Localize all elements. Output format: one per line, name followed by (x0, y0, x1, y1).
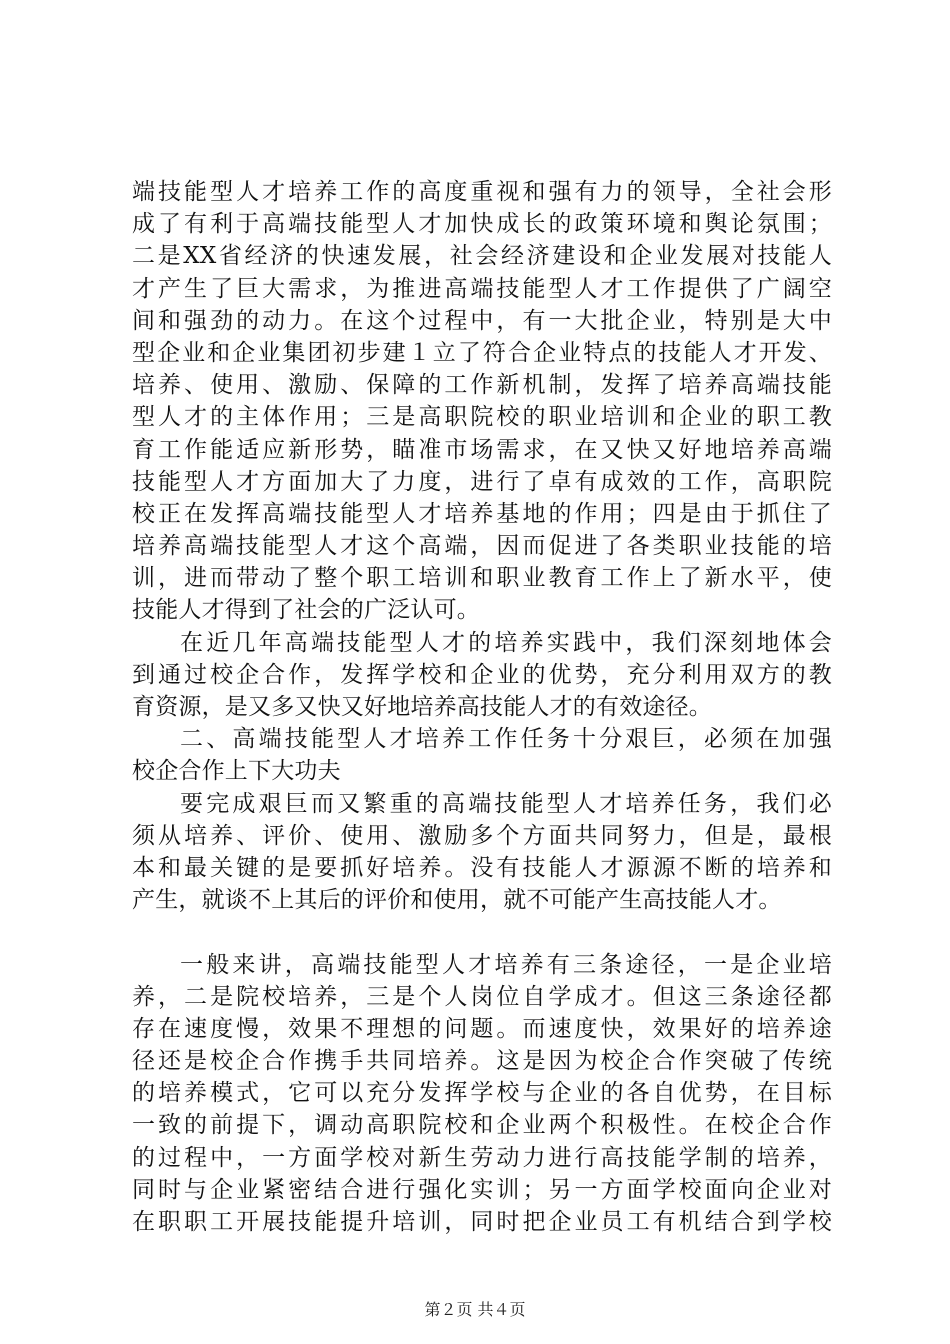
text-line: 校正在发挥高端技能型人才培养基地的作用；四是由于抓住了 (132, 500, 832, 527)
text-line: 二是XX省经济的快速发展，社会经济建设和企业发展对技能人 (132, 243, 832, 270)
page-number-label: 第２页 共４页 (424, 1300, 526, 1319)
text-line: 一般来讲，高端技能型人才培养有三条途径，一是企业培 (180, 951, 832, 978)
text-line: 育资源，是又多又快又好地培养高技能人才的有效途径。 (132, 694, 712, 720)
page-footer (0, 1297, 950, 1320)
document-body (132, 176, 832, 1238)
text-line: 到通过校企合作，发挥学校和企业的优势，充分利用双方的教 (132, 661, 832, 688)
section-heading-line: 二、高端技能型人才培养工作任务十分艰巨，必须在加强 (180, 726, 832, 753)
paragraph-spacer (132, 916, 832, 948)
text-line: 须从培养、评价、使用、激励多个方面共同努力，但是，最根 (132, 822, 832, 849)
text-line: 径还是校企合作携手共同培养。这是因为校企合作突破了传统 (132, 1048, 832, 1075)
text-line: 型人才的主体作用；三是高职院校的职业培训和企业的职工教 (132, 404, 832, 431)
text-line: 型企业和企业集团初步建１立了符合企业特点的技能人才开发、 (132, 339, 832, 366)
text-line: 技能人才得到了社会的广泛认可。 (132, 597, 480, 624)
text-line: 要完成艰巨而又繁重的高端技能型人才培养任务，我们必 (180, 790, 832, 817)
text-line: 成了有利于高端技能型人才加快成长的政策环境和舆论氛围； (132, 211, 832, 238)
text-line: 的过程中，一方面学校对新生劳动力进行高技能学制的培养， (132, 1144, 832, 1171)
text-line: 才产生了巨大需求，为推进高端技能型人才工作提供了广阔空 (132, 275, 832, 302)
text-line: 在近几年高端技能型人才的培养实践中，我们深刻地体会 (180, 629, 832, 656)
text-line: 训，进而带动了整个职工培训和职业教育工作上了新水平，使 (132, 565, 832, 592)
text-line: 技能型人才方面加大了力度，进行了卓有成效的工作，高职院 (132, 468, 832, 495)
section-heading-line: 校企合作上下大功夫 (132, 758, 341, 785)
text-line: 培养、使用、激励、保障的工作新机制，发挥了培养高端技能 (132, 372, 832, 399)
text-line: 培养高端技能型人才这个高端，因而促进了各类职业技能的培 (132, 533, 832, 560)
text-line: 在职职工开展技能提升培训，同时把企业员工有机结合到学校 (132, 1209, 832, 1235)
text-line: 间和强劲的动力。在这个过程中，有一大批企业，特别是大中 (132, 307, 832, 334)
text-line: 养，二是院校培养，三是个人岗位自学成才。但这三条途径都 (132, 983, 832, 1010)
text-line: 端技能型人才培养工作的高度重视和强有力的领导，全社会形 (132, 179, 832, 205)
text-line: 的培养模式，它可以充分发挥学校与企业的各自优势，在目标 (132, 1080, 832, 1107)
text-line: 产生，就谈不上其后的评价和使用，就不可能产生高技能人才。 (132, 887, 782, 914)
text-line: 存在速度慢，效果不理想的问题。而速度快，效果好的培养途 (132, 1015, 832, 1042)
text-line: 一致的前提下，调动高职院校和企业两个积极性。在校企合作 (132, 1112, 832, 1139)
text-line: 同时与企业紧密结合进行强化实训；另一方面学校面向企业对 (132, 1176, 832, 1203)
text-line: 本和最关键的是要抓好培养。没有技能人才源源不断的培养和 (132, 854, 832, 881)
text-line: 育工作能适应新形势，瞄准市场需求，在又快又好地培养高端 (132, 436, 832, 463)
